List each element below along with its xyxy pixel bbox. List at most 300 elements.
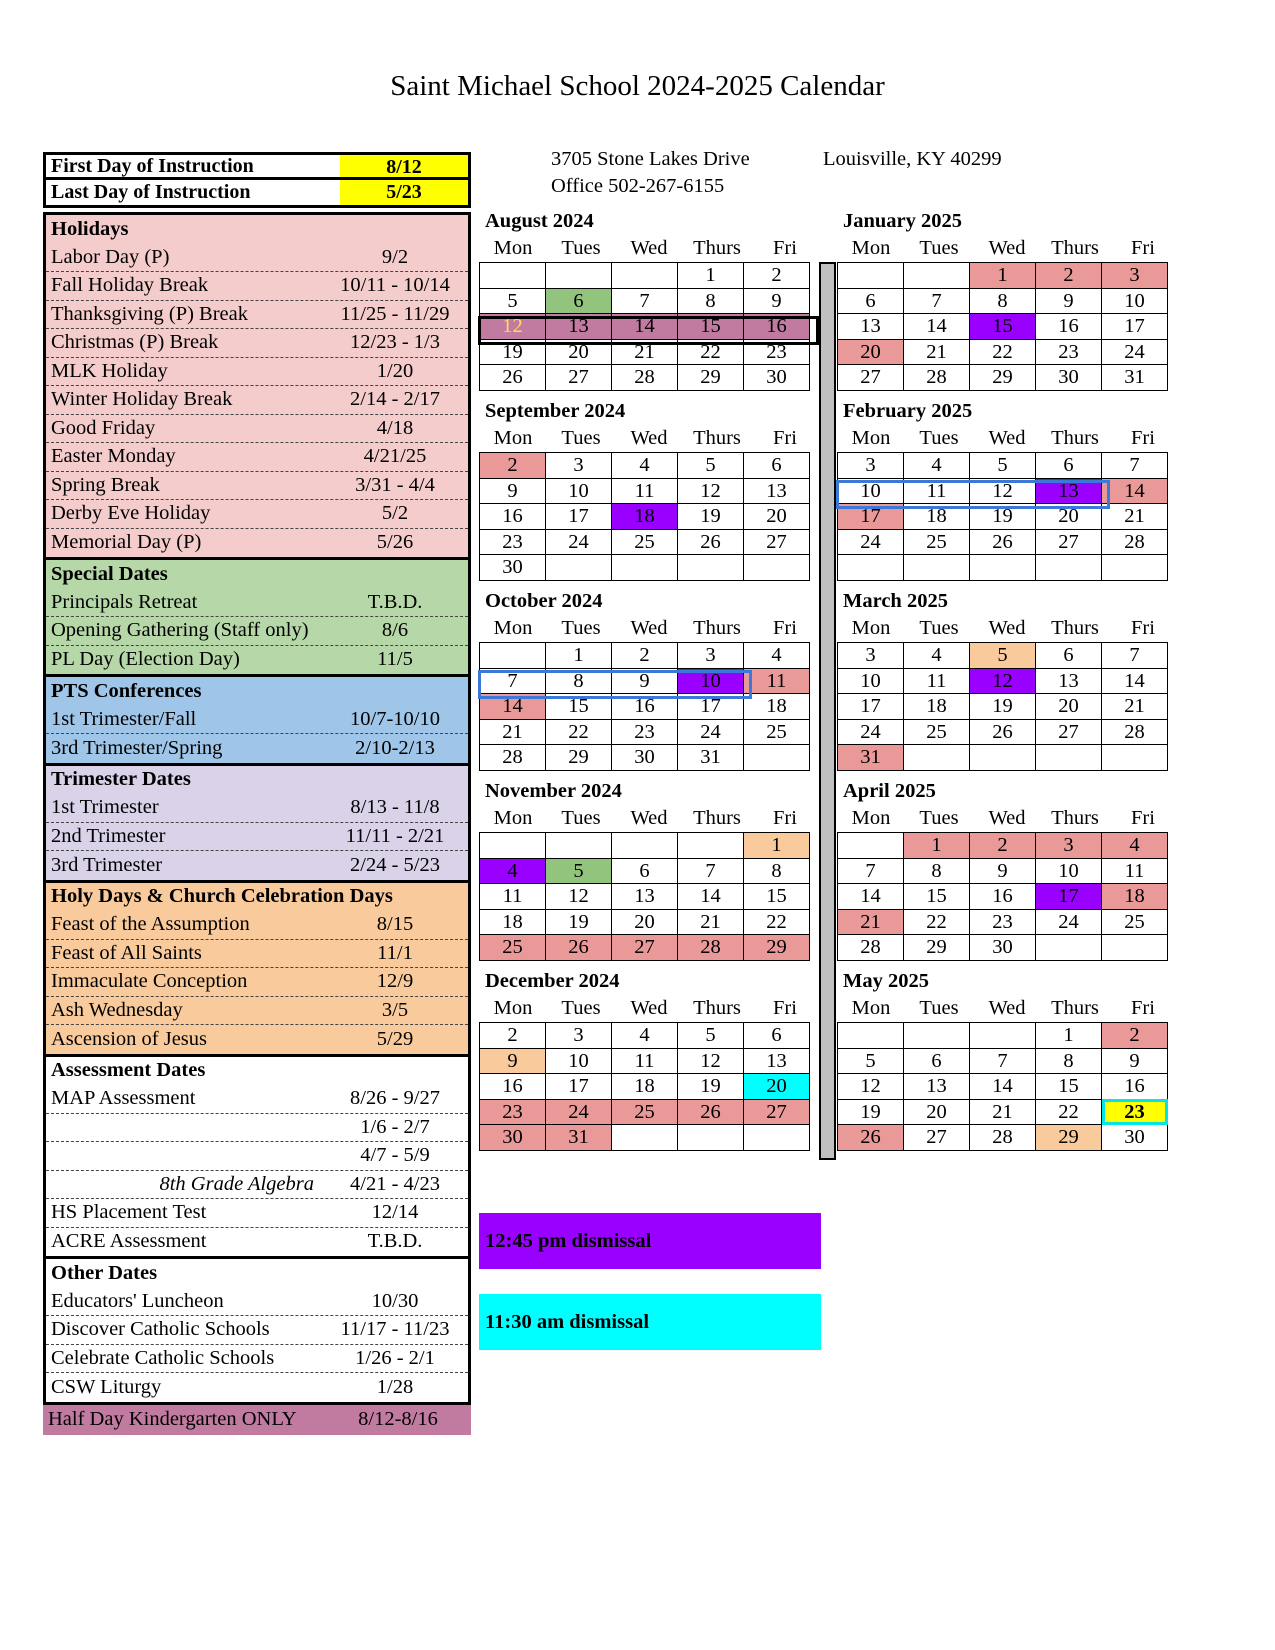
week-row (480, 1023, 810, 1049)
office-phone: Office 502-267-6155 (551, 175, 725, 197)
week-row (838, 365, 1168, 391)
date-row-label: Discover Catholic Schools (51, 1318, 270, 1341)
day-cell (546, 555, 612, 581)
page-title: Saint Michael School 2024-2025 Calendar (390, 70, 885, 102)
week-row (480, 314, 810, 340)
date-row-label: Labor Day (P) (51, 245, 170, 268)
week-row (480, 365, 810, 391)
date-row (46, 272, 468, 301)
day-cell: 18 (904, 504, 970, 530)
month-days-table (837, 832, 1168, 961)
day-cell: 14 (480, 694, 546, 720)
weekday-label: Wed (630, 617, 668, 639)
day-cell: 11 (1102, 858, 1168, 884)
day-cell (838, 263, 904, 289)
day-cell: 13 (546, 314, 612, 340)
first-day-row (43, 152, 471, 180)
day-cell: 7 (1102, 643, 1168, 669)
weekday-label: Thurs (1051, 237, 1099, 259)
day-cell: 21 (838, 909, 904, 935)
week-row (838, 833, 1168, 859)
day-cell: 12 (546, 884, 612, 910)
week-row (838, 1099, 1168, 1125)
day-cell: 11 (744, 668, 810, 694)
week-row (480, 694, 810, 720)
date-row (46, 1171, 468, 1200)
day-cell: 30 (480, 555, 546, 581)
weekday-header (837, 614, 1275, 642)
day-cell: 28 (1102, 529, 1168, 555)
day-cell: 3 (838, 643, 904, 669)
day-cell: 17 (546, 504, 612, 530)
day-cell: 26 (970, 529, 1036, 555)
section-holidays (43, 212, 471, 560)
day-cell: 22 (970, 339, 1036, 365)
month-april-2025 (837, 778, 1275, 961)
month-title: March 2025 (843, 590, 948, 612)
date-row-value: 12/9 (376, 970, 414, 993)
date-row (46, 329, 468, 358)
weekday-header (837, 424, 1275, 452)
week-row (480, 1048, 810, 1074)
day-cell: 25 (480, 935, 546, 961)
date-row-label: Feast of the Assumption (51, 913, 250, 936)
section-trimester-dates (43, 766, 471, 883)
weekday-label: Tues (561, 997, 601, 1019)
weekday-label: Thurs (693, 427, 741, 449)
day-cell: 31 (678, 745, 744, 771)
date-row (46, 244, 468, 273)
day-cell: 20 (744, 504, 810, 530)
date-row-value: 4/21 - 4/23 (350, 1172, 440, 1195)
day-cell: 26 (678, 529, 744, 555)
day-cell: 29 (744, 935, 810, 961)
week-row (838, 694, 1168, 720)
date-row (46, 358, 468, 387)
date-row-value: 2/24 - 5/23 (350, 853, 440, 876)
day-cell (904, 555, 970, 581)
day-cell: 13 (1036, 478, 1102, 504)
day-cell (678, 833, 744, 859)
section-holy-days-church-celebration-days (43, 883, 471, 1057)
day-cell (1102, 555, 1168, 581)
day-cell: 11 (480, 884, 546, 910)
day-cell: 7 (970, 1048, 1036, 1074)
section-header (46, 560, 468, 589)
date-row-label: Ash Wednesday (51, 998, 183, 1021)
day-cell: 24 (838, 529, 904, 555)
day-cell (678, 1125, 744, 1151)
weekday-label: Fri (773, 617, 797, 639)
day-cell: 26 (678, 1099, 744, 1125)
day-cell: 8 (970, 288, 1036, 314)
day-cell: 29 (546, 745, 612, 771)
day-cell: 24 (838, 719, 904, 745)
date-row-value: 5/2 (381, 502, 409, 525)
date-row-label: MAP Assessment (51, 1087, 196, 1110)
day-cell (904, 1023, 970, 1049)
day-cell: 27 (546, 365, 612, 391)
week-row (838, 858, 1168, 884)
weekday-label: Thurs (1051, 997, 1099, 1019)
kindergarten-label: Half Day Kindergarten ONLY (48, 1408, 297, 1430)
month-title: October 2024 (485, 590, 603, 612)
month-days-table (479, 1022, 810, 1151)
day-cell: 15 (904, 884, 970, 910)
weekday-label: Fri (1131, 617, 1155, 639)
date-row (46, 1288, 468, 1317)
day-cell: 29 (678, 365, 744, 391)
date-row-value: 11/11 - 2/21 (345, 824, 445, 847)
month-days-table (837, 1022, 1168, 1151)
day-cell: 8 (678, 288, 744, 314)
day-cell: 1 (744, 833, 810, 859)
date-row-value: 11/25 - 11/29 (340, 302, 450, 325)
date-row-value: 12/14 (371, 1201, 419, 1224)
date-row (46, 706, 468, 735)
week-row (838, 668, 1168, 694)
last-day-value: 5/23 (340, 180, 468, 205)
week-row (838, 314, 1168, 340)
day-cell: 12 (678, 478, 744, 504)
day-cell (744, 745, 810, 771)
day-cell: 27 (612, 935, 678, 961)
week-row (480, 935, 810, 961)
day-cell: 4 (744, 643, 810, 669)
section-header-label: PTS Conferences (51, 679, 202, 702)
week-row (480, 288, 810, 314)
date-row (46, 472, 468, 501)
day-cell: 28 (480, 745, 546, 771)
day-cell: 7 (904, 288, 970, 314)
day-cell: 9 (1036, 288, 1102, 314)
address-street: 3705 Stone Lakes Drive (551, 148, 750, 170)
day-cell: 27 (1036, 529, 1102, 555)
date-row (46, 443, 468, 472)
day-cell: 5 (480, 288, 546, 314)
week-row (838, 339, 1168, 365)
day-cell: 24 (546, 529, 612, 555)
date-row-label: Winter Holiday Break (51, 388, 233, 411)
month-title: May 2025 (843, 970, 929, 992)
day-cell: 19 (970, 504, 1036, 530)
weekday-label: Tues (919, 427, 959, 449)
day-cell: 29 (970, 365, 1036, 391)
day-cell: 22 (904, 909, 970, 935)
section-special-dates (43, 560, 471, 677)
week-row (838, 909, 1168, 935)
weekday-label: Tues (561, 617, 601, 639)
day-cell: 30 (480, 1125, 546, 1151)
week-row (480, 884, 810, 910)
day-cell: 23 (1102, 1099, 1168, 1125)
weekday-label: Wed (630, 807, 668, 829)
weekday-label: Wed (988, 807, 1026, 829)
date-row (46, 997, 468, 1026)
day-cell: 31 (546, 1125, 612, 1151)
day-cell: 14 (612, 314, 678, 340)
date-row-label: Educators' Luncheon (51, 1289, 224, 1312)
weekday-label: Tues (561, 427, 601, 449)
day-cell: 23 (744, 339, 810, 365)
day-cell: 25 (1102, 909, 1168, 935)
legend-1245-dismissal: 12:45 pm dismissal (479, 1213, 821, 1269)
weekday-label: Mon (493, 617, 533, 639)
date-row-label: Thanksgiving (P) Break (51, 302, 248, 325)
date-row-value: 9/2 (381, 245, 409, 268)
day-cell: 21 (1102, 504, 1168, 530)
day-cell: 2 (1036, 263, 1102, 289)
week-row (838, 643, 1168, 669)
day-cell: 4 (904, 643, 970, 669)
day-cell: 9 (480, 478, 546, 504)
day-cell: 28 (838, 935, 904, 961)
weekday-label: Wed (630, 997, 668, 1019)
day-cell: 20 (612, 909, 678, 935)
weekday-label: Tues (561, 237, 601, 259)
day-cell: 19 (970, 694, 1036, 720)
day-cell: 24 (546, 1099, 612, 1125)
date-row-label: 1st Trimester (51, 796, 159, 819)
date-row-value: 4/21/25 (363, 445, 427, 468)
date-row-value: 1/6 - 2/7 (360, 1115, 430, 1138)
day-cell (612, 555, 678, 581)
day-cell: 16 (480, 504, 546, 530)
day-cell: 6 (546, 288, 612, 314)
weekday-label: Wed (988, 427, 1026, 449)
day-cell: 11 (612, 1048, 678, 1074)
day-cell: 22 (744, 909, 810, 935)
day-cell: 9 (744, 288, 810, 314)
day-cell: 24 (1036, 909, 1102, 935)
day-cell: 13 (744, 1048, 810, 1074)
day-cell: 9 (612, 668, 678, 694)
date-row-label: Celebrate Catholic Schools (51, 1346, 275, 1369)
date-row-value: 11/5 (377, 648, 413, 671)
date-row-value: 2/14 - 2/17 (350, 388, 440, 411)
day-cell: 25 (904, 719, 970, 745)
day-cell: 12 (480, 314, 546, 340)
weekday-label: Mon (851, 237, 891, 259)
section-pts-conferences (43, 677, 471, 766)
weekday-label: Thurs (693, 617, 741, 639)
weekday-label: Fri (1131, 807, 1155, 829)
month-days-table (479, 832, 810, 961)
weekday-label: Thurs (693, 237, 741, 259)
day-cell: 23 (1036, 339, 1102, 365)
section-other-dates (43, 1259, 471, 1405)
day-cell (904, 263, 970, 289)
week-row (480, 719, 810, 745)
month-days-table (479, 452, 810, 581)
day-cell: 17 (838, 694, 904, 720)
day-cell (744, 555, 810, 581)
last-day-row (43, 180, 471, 208)
weekday-label: Wed (988, 617, 1026, 639)
section-header (46, 215, 468, 244)
day-cell: 26 (838, 1125, 904, 1151)
day-cell: 4 (480, 858, 546, 884)
day-cell (546, 833, 612, 859)
weekday-label: Wed (988, 237, 1026, 259)
day-cell: 6 (838, 288, 904, 314)
day-cell: 29 (1036, 1125, 1102, 1151)
address-city: Louisville, KY 40299 (823, 148, 1002, 170)
week-row (838, 555, 1168, 581)
day-cell: 5 (838, 1048, 904, 1074)
month-title: September 2024 (485, 400, 626, 422)
weekday-label: Fri (773, 997, 797, 1019)
day-cell (744, 1125, 810, 1151)
day-cell (970, 1023, 1036, 1049)
day-cell: 7 (678, 858, 744, 884)
day-cell: 10 (838, 478, 904, 504)
day-cell: 17 (838, 504, 904, 530)
day-cell: 8 (546, 668, 612, 694)
day-cell: 24 (1102, 339, 1168, 365)
month-title: February 2025 (843, 400, 973, 422)
day-cell (480, 263, 546, 289)
week-row (480, 453, 810, 479)
day-cell: 27 (744, 1099, 810, 1125)
date-row (46, 1114, 468, 1143)
section-header-label: Holidays (51, 217, 129, 240)
section-header (46, 766, 468, 795)
day-cell: 15 (744, 884, 810, 910)
week-row (480, 263, 810, 289)
date-row-value: 10/11 - 10/14 (340, 274, 450, 297)
day-cell: 12 (838, 1074, 904, 1100)
date-row (46, 1142, 468, 1171)
day-cell: 22 (1036, 1099, 1102, 1125)
day-cell: 16 (480, 1074, 546, 1100)
day-cell: 25 (744, 719, 810, 745)
day-cell: 24 (678, 719, 744, 745)
day-cell: 10 (678, 668, 744, 694)
date-row-value: 11/17 - 11/23 (340, 1318, 450, 1341)
date-row-label: 3rd Trimester (51, 853, 163, 876)
day-cell: 5 (546, 858, 612, 884)
date-row-value: T.B.D. (367, 590, 423, 613)
day-cell: 13 (744, 478, 810, 504)
day-cell: 10 (838, 668, 904, 694)
day-cell: 20 (1036, 504, 1102, 530)
day-cell: 6 (744, 453, 810, 479)
day-cell: 20 (546, 339, 612, 365)
day-cell: 5 (970, 453, 1036, 479)
day-cell: 9 (480, 1048, 546, 1074)
day-cell (970, 555, 1036, 581)
day-cell (1036, 935, 1102, 961)
day-cell: 6 (1036, 643, 1102, 669)
date-row (46, 911, 468, 940)
day-cell: 7 (1102, 453, 1168, 479)
date-row (46, 1373, 468, 1402)
date-row (46, 301, 468, 330)
day-cell (612, 263, 678, 289)
day-cell: 29 (904, 935, 970, 961)
day-cell: 20 (1036, 694, 1102, 720)
day-cell: 27 (904, 1125, 970, 1151)
weekday-header (837, 994, 1275, 1022)
day-cell: 13 (1036, 668, 1102, 694)
day-cell: 4 (612, 1023, 678, 1049)
date-row (46, 589, 468, 618)
weekday-label: Fri (773, 427, 797, 449)
date-row (46, 823, 468, 852)
day-cell: 21 (1102, 694, 1168, 720)
week-row (838, 263, 1168, 289)
day-cell: 30 (744, 365, 810, 391)
week-row (838, 719, 1168, 745)
week-row (480, 1074, 810, 1100)
day-cell (480, 833, 546, 859)
day-cell: 3 (678, 643, 744, 669)
day-cell: 14 (838, 884, 904, 910)
day-cell: 9 (970, 858, 1036, 884)
day-cell: 3 (838, 453, 904, 479)
date-row (46, 1345, 468, 1374)
date-row-label: 1st Trimester/Fall (51, 707, 197, 730)
day-cell: 1 (970, 263, 1036, 289)
weekday-label: Thurs (1051, 807, 1099, 829)
day-cell: 17 (546, 1074, 612, 1100)
date-row (46, 646, 468, 675)
weekday-label: Thurs (693, 807, 741, 829)
weekday-label: Fri (773, 807, 797, 829)
legend-1130-dismissal: 11:30 am dismissal (479, 1294, 821, 1350)
day-cell: 21 (480, 719, 546, 745)
day-cell (838, 1023, 904, 1049)
day-cell: 3 (546, 1023, 612, 1049)
day-cell: 26 (546, 935, 612, 961)
date-row-label: Ascension of Jesus (51, 1027, 208, 1050)
weekday-label: Mon (493, 237, 533, 259)
day-cell: 15 (546, 694, 612, 720)
month-title: August 2024 (485, 210, 594, 232)
day-cell: 28 (1102, 719, 1168, 745)
date-row (46, 1228, 468, 1257)
day-cell (1102, 745, 1168, 771)
date-row-label: Opening Gathering (Staff only) (51, 619, 309, 642)
weekday-label: Wed (988, 997, 1026, 1019)
first-day-value: 8/12 (340, 155, 468, 177)
date-row-label: 8th Grade Algebra (159, 1172, 314, 1195)
day-cell: 13 (904, 1074, 970, 1100)
day-cell: 20 (904, 1099, 970, 1125)
day-cell: 12 (970, 478, 1036, 504)
day-cell: 20 (838, 339, 904, 365)
day-cell: 13 (838, 314, 904, 340)
section-header-label: Assessment Dates (51, 1059, 206, 1082)
day-cell: 28 (678, 935, 744, 961)
week-row (838, 1125, 1168, 1151)
day-cell: 10 (1036, 858, 1102, 884)
day-cell: 1 (546, 643, 612, 669)
week-row (838, 453, 1168, 479)
date-row (46, 734, 468, 763)
date-row-value: 10/30 (371, 1289, 419, 1312)
day-cell: 19 (678, 1074, 744, 1100)
weekday-label: Mon (493, 807, 533, 829)
day-cell: 5 (970, 643, 1036, 669)
day-cell: 14 (970, 1074, 1036, 1100)
day-cell: 30 (970, 935, 1036, 961)
day-cell: 1 (904, 833, 970, 859)
day-cell: 13 (612, 884, 678, 910)
day-cell: 26 (480, 365, 546, 391)
day-cell: 11 (904, 668, 970, 694)
